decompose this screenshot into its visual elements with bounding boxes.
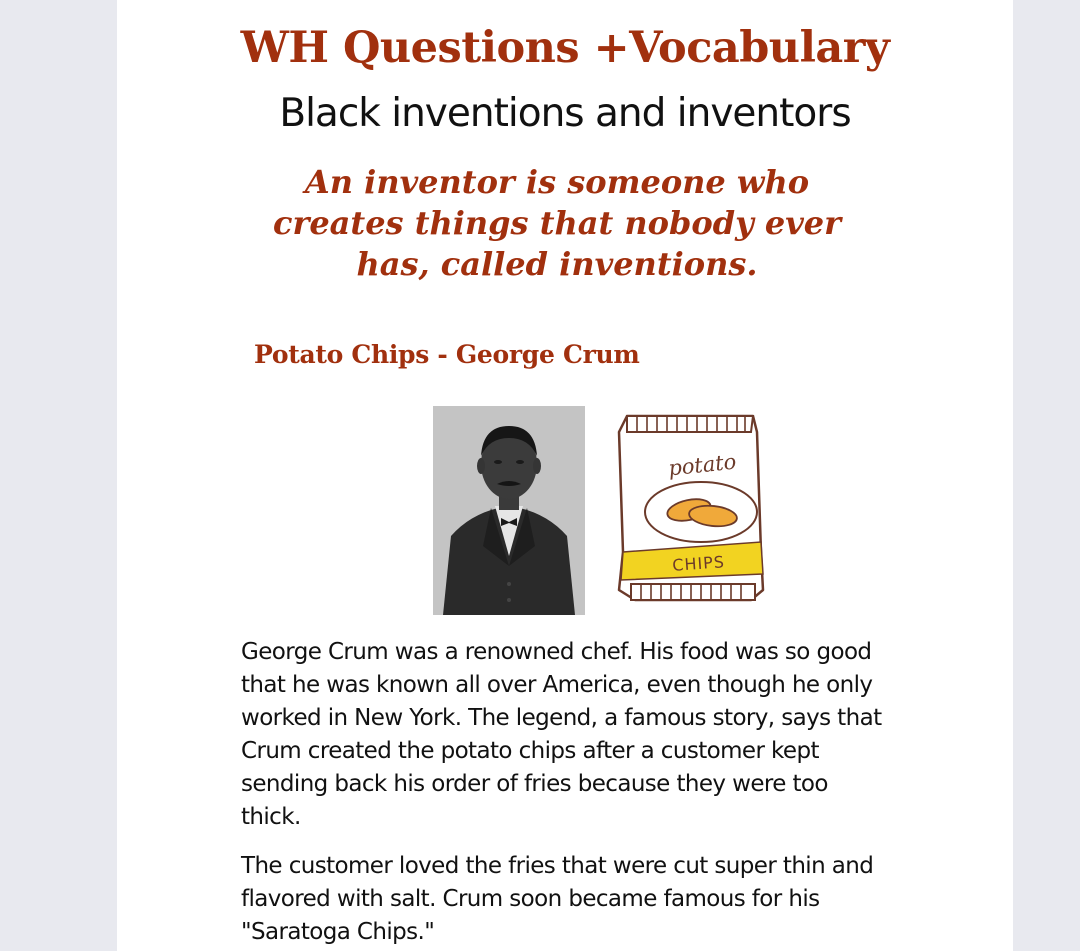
potato-chips-bag-drawing <box>605 402 773 612</box>
document-page <box>117 0 1013 951</box>
inventor-definition: An inventor is someone who creates things that nobody ever has, called inventions. <box>272 163 842 283</box>
bag-label-potato: potato <box>667 449 738 481</box>
portrait-illustration <box>433 406 585 615</box>
paragraph-1: George Crum was a renowned chef. His food was so good that he was known all over America, even though he only worked in New York. The legend, a famous story, says that Crum created the potato chips after a customer kept sending back his order of fries because they were too thick. <box>241 639 882 830</box>
george-crum-portrait <box>433 406 585 615</box>
page-title: WH Questions +Vocabulary <box>240 23 890 73</box>
section-heading: Potato Chips - George Crum <box>254 340 640 369</box>
page-subtitle: Black inventions and inventors <box>279 91 851 136</box>
chips-bag-icon <box>605 402 773 612</box>
paragraph-2: The customer loved the fries that were cut super thin and flavored with salt. Crum soon became famous for his "Saratoga Chips." <box>241 853 874 945</box>
bag-label-chips: CHIPS <box>671 552 726 575</box>
